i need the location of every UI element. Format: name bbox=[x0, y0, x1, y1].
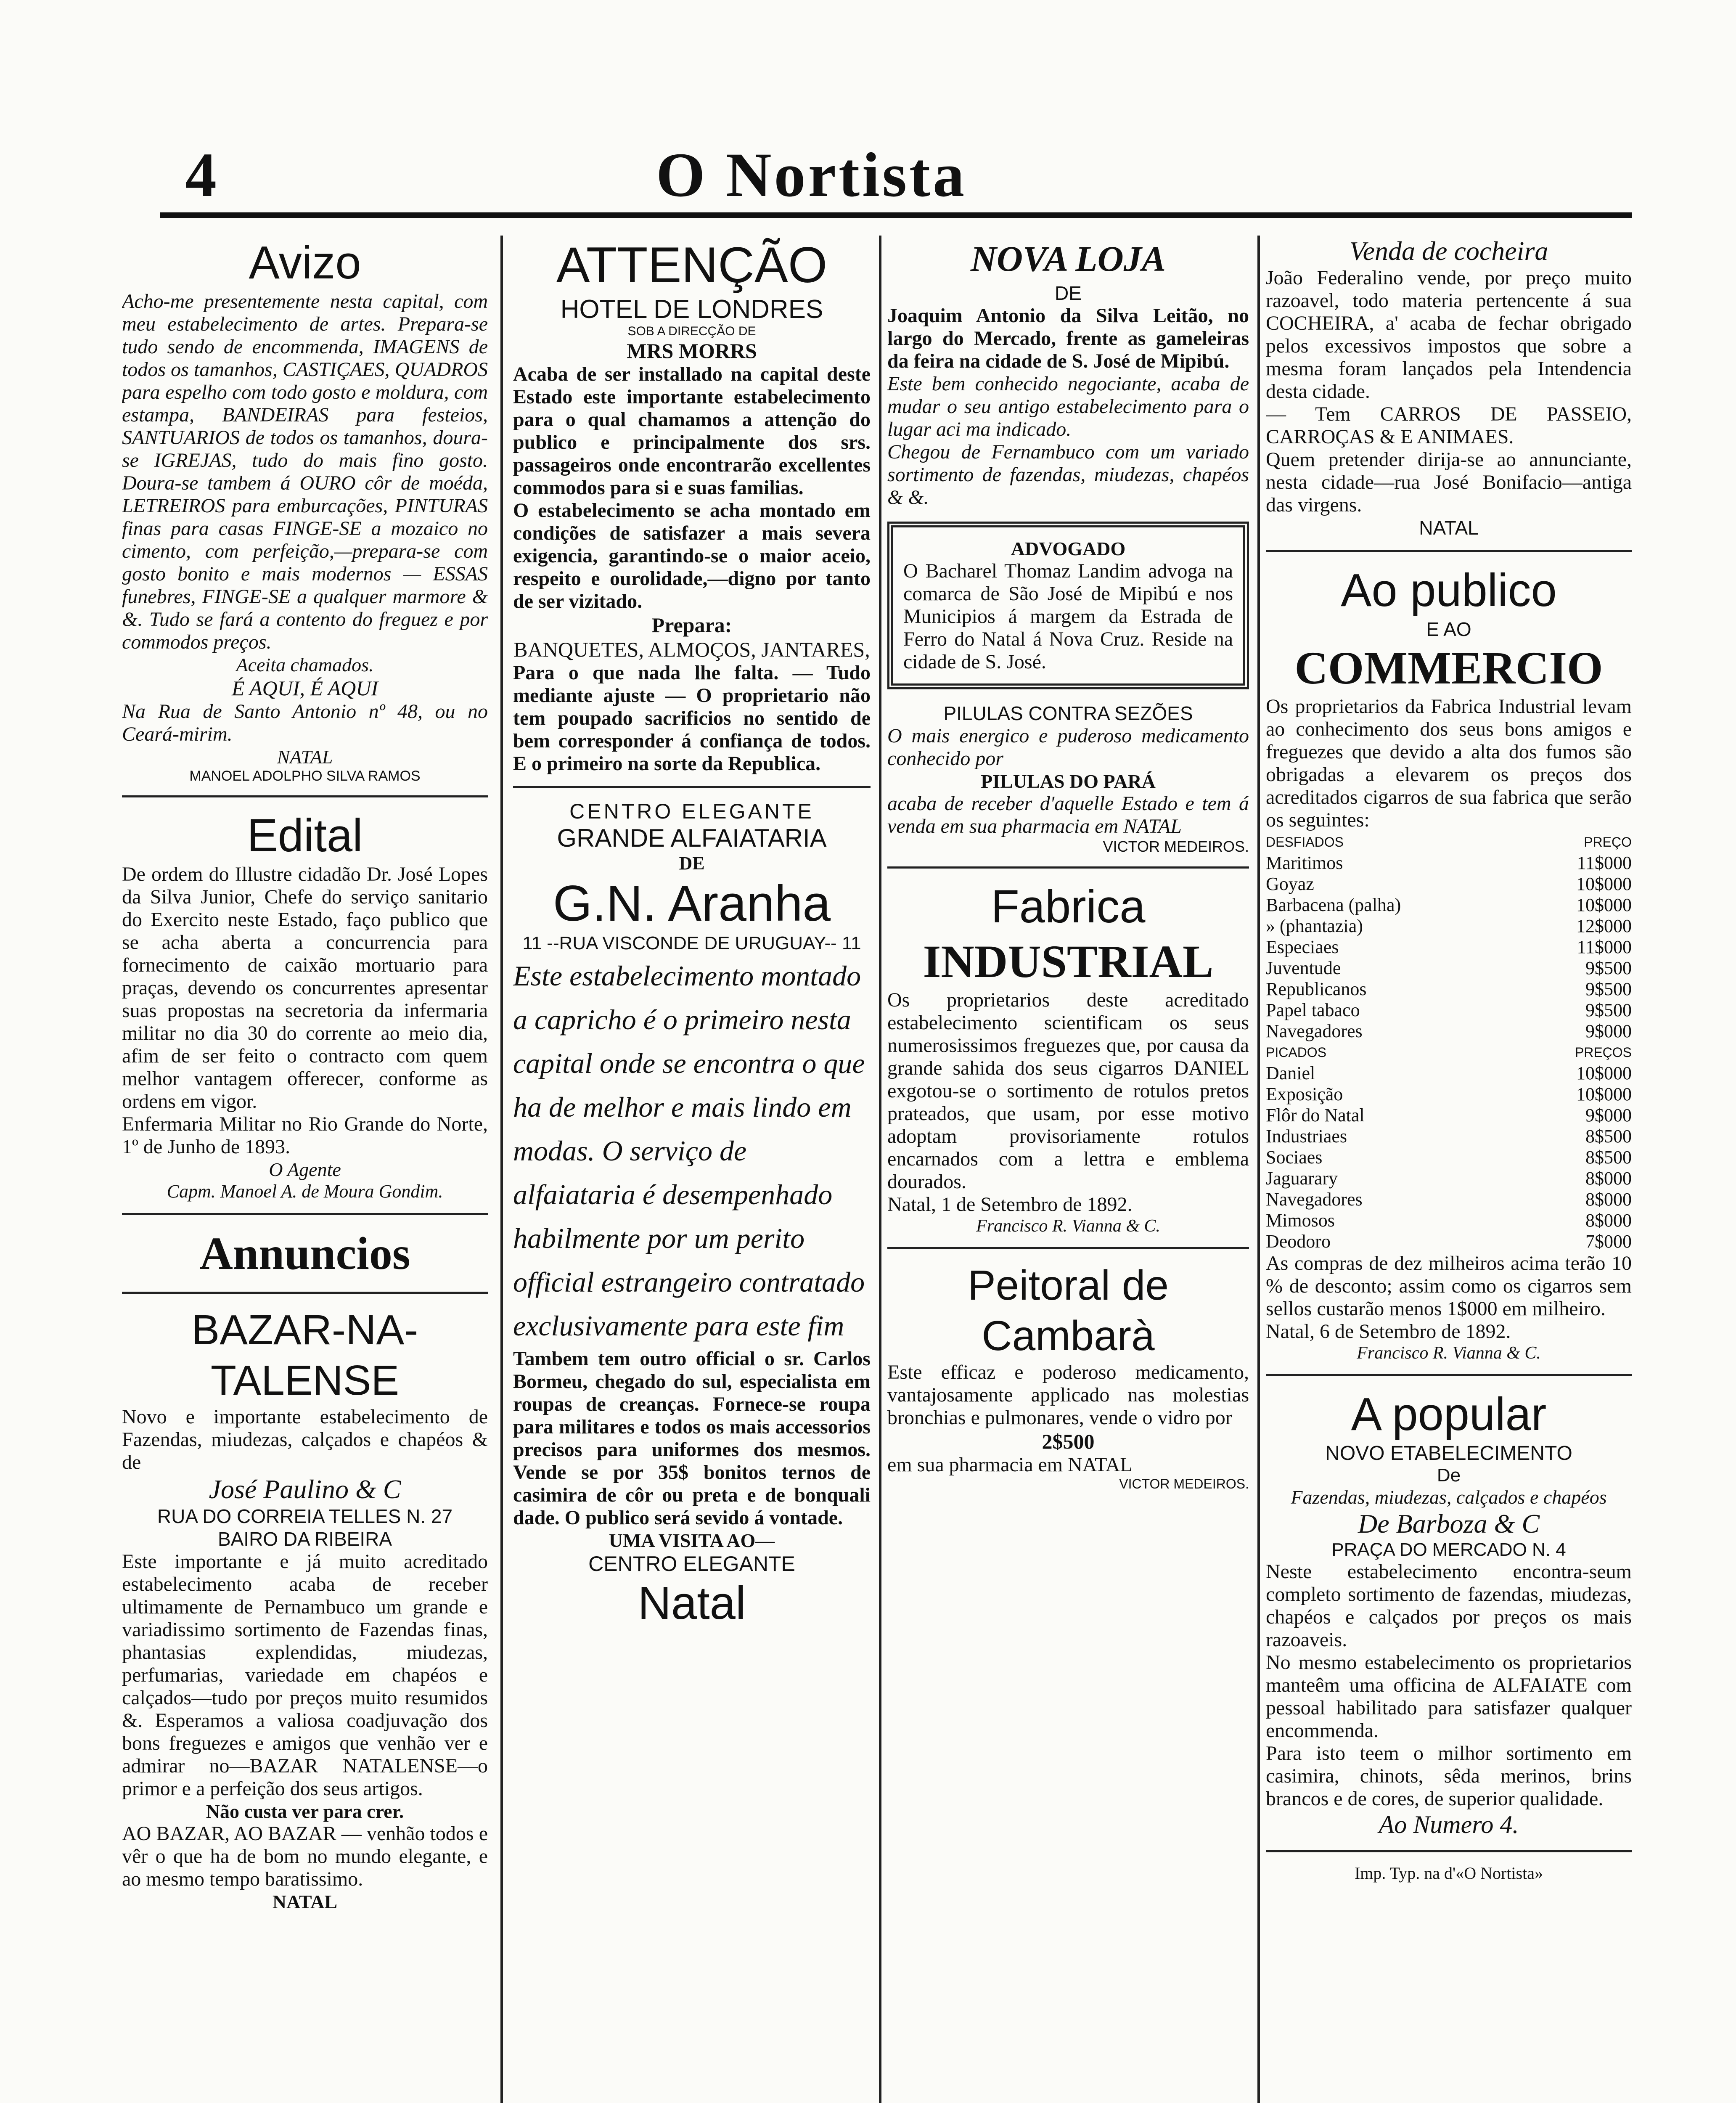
price-item-value: 9$500 bbox=[1585, 958, 1632, 978]
newspaper-title: O Nortista bbox=[656, 140, 967, 210]
popular-body: Neste estabelecimento encontra-seum completo sortimento de fazendas, miudezas, chapéos e calçados por preços os mais razoaveis. bbox=[1266, 1560, 1632, 1651]
price-row bbox=[1266, 1189, 1632, 1210]
column-rule bbox=[500, 236, 503, 2103]
nova-loja-heading: NOVA LOJA bbox=[970, 238, 1166, 279]
fabrica-signature: Francisco R. Vianna & C. bbox=[976, 1216, 1160, 1236]
popular-body-2: No mesmo estabelecimento os proprietarios manteêm uma officina de ALFAIATE com pessoal habilitado para satisfazer qualquer encommenda. bbox=[1266, 1651, 1632, 1742]
price-row bbox=[1266, 1126, 1632, 1147]
publico-e-ao: E AO bbox=[1426, 618, 1471, 640]
masthead-rule bbox=[160, 212, 1632, 218]
bazar-body: Este importante e já muito acreditado estabelecimento acaba de receber ultimamente de Pernambuco um grande e variadissimo sortimento de Fazendas finas, phantasias explendidas, miudezas, perfumarias, variedade em chapéos e calçados—tudo por preços muito resumidos &. Esperamos a valiosa coadjuvação dos bons freguezes e amigos que venhão ver e admirar no—BAZAR NATALENSE—o primor e a perfeição dos seus artigos. bbox=[122, 1550, 488, 1800]
price-row bbox=[1266, 979, 1632, 1000]
price-item-name: Mimosos bbox=[1266, 1210, 1335, 1231]
desfiados-header: DESFIADOS PREÇO bbox=[1266, 834, 1632, 850]
annuncios-heading: Annuncios bbox=[199, 1228, 410, 1279]
venda-city: NATAL bbox=[1419, 517, 1479, 539]
masthead bbox=[160, 139, 1632, 223]
bazar-title: BAZAR-NA-TALENSE bbox=[191, 1306, 418, 1404]
price-item-name: Jaguarary bbox=[1266, 1168, 1338, 1189]
column-1 bbox=[122, 236, 488, 2103]
popular-heading: A popular bbox=[1351, 1388, 1547, 1440]
price-row bbox=[1266, 874, 1632, 895]
price-item-value: 7$000 bbox=[1585, 1231, 1632, 1252]
aviso-title: Avizo bbox=[249, 237, 361, 289]
divider bbox=[122, 1292, 488, 1294]
price-row bbox=[1266, 1210, 1632, 1231]
nova-loja-owner: Joaquim Antonio da Silva Leitão, no largo do Mercado, frente as gameleiras da feira na cidade de S. José de Mipibú. bbox=[887, 305, 1249, 372]
advogado-box bbox=[887, 522, 1249, 689]
bazar-owner: José Paulino & C bbox=[209, 1474, 401, 1504]
hotel-name: HOTEL DE LONDRES bbox=[560, 295, 823, 324]
price-item-name: Maritimos bbox=[1266, 853, 1343, 873]
bazar-intro: Novo e importante estabelecimento de Fazendas, miudezas, calçados e chapéos & de bbox=[122, 1406, 488, 1473]
hotel-body-2: O estabelecimento se acha montado em condições de satisfazer a mais severa exigencia, garantindo-se o maior aceio, respeito e ourolidade,—digno por tanto de ser vizitado. bbox=[513, 499, 871, 612]
price-item-value: 9$000 bbox=[1585, 1021, 1632, 1041]
popular-de: De bbox=[1437, 1465, 1461, 1486]
price-item-value: 8$000 bbox=[1585, 1189, 1632, 1210]
price-item-value: 8$500 bbox=[1585, 1126, 1632, 1147]
price-item-name: Goyaz bbox=[1266, 874, 1314, 894]
price-item-value: 10$000 bbox=[1576, 895, 1632, 915]
hotel-prepara-items: BANQUETES, ALMOÇOS, JANTARES, bbox=[513, 638, 870, 661]
column-2 bbox=[513, 236, 871, 2103]
edital-date: Enfermaria Militar no Rio Grande do Norte, 1º de Junho de 1893. bbox=[122, 1113, 488, 1158]
divider bbox=[1266, 550, 1632, 552]
price-row bbox=[1266, 895, 1632, 916]
fabrica-body: Os proprietarios deste acreditado estabelecimento scientificam os seus numerosissimos freguezes que, por causa da grande sahida dos seus cigarros DANIEL exgotou-se o sortimento de rotulos pretos prateados, que usam, por esse motivo adoptam provisoriamente rotulos encarnados com a lettra e emblema dourados. bbox=[887, 989, 1249, 1193]
price-row bbox=[1266, 1168, 1632, 1189]
edital-signature: Capm. Manoel A. de Moura Gondim. bbox=[167, 1181, 443, 1202]
publico-heading: Ao publico bbox=[1341, 564, 1557, 616]
commercio-body: Os proprietarios da Fabrica Industrial levam ao conhecimento dos seus bons amigos e freguezes que devido a alta dos fumos são obrigadas a elevarem os preços dos acreditados cigarros de sua fabrica que serão os seguintes: bbox=[1266, 695, 1632, 831]
divider bbox=[1266, 1374, 1632, 1376]
peitoral-body: Este efficaz e poderoso medicamento, vantajosamente applicado nas molestias bronchias e pulmonares, vende o vidro por bbox=[887, 1361, 1249, 1429]
aviso-here: É AQUI, É AQUI bbox=[231, 676, 378, 700]
price-item-value: 8$000 bbox=[1585, 1168, 1632, 1189]
price-item-name: Exposição bbox=[1266, 1084, 1343, 1104]
price-item-value: 11$000 bbox=[1577, 853, 1632, 873]
price-row bbox=[1266, 1231, 1632, 1252]
pilulas-body: O mais energico e puderoso medicamento conhecido por bbox=[887, 725, 1249, 770]
alfaiataria: GRANDE ALFAIATARIA bbox=[557, 824, 827, 852]
popular-owner: De Barboza & C bbox=[1358, 1509, 1540, 1539]
price-item-name: Sociaes bbox=[1266, 1147, 1323, 1168]
fabrica-heading: Fabrica bbox=[991, 881, 1146, 932]
price-item-name: Barbacena (palha) bbox=[1266, 895, 1401, 915]
aranha-name: G.N. Aranha bbox=[553, 875, 831, 932]
commercio-heading: COMMERCIO bbox=[1294, 642, 1603, 694]
price-row bbox=[1266, 916, 1632, 937]
commercio-signature: Francisco R. Vianna & C. bbox=[1357, 1343, 1541, 1363]
price-row bbox=[1266, 1000, 1632, 1021]
edital-title: Edital bbox=[247, 810, 363, 861]
nova-loja-body: Este bem conhecido negociante, acaba de mudar o seu antigo estabelecimento para o lugar aci ma indicado. bbox=[887, 373, 1249, 440]
visita: UMA VISITA AO— bbox=[609, 1530, 775, 1551]
price-item-name: Navegadores bbox=[1266, 1021, 1363, 1041]
edital-body: De ordem do Illustre cidadão Dr. José Lopes da Silva Junior, Chefe do serviço sanitario do Exercito neste Estado, faço publico que se acha aberta a concurrencia para fornecimento de caixão mortuario para praças, devendo os concurrentes apresentar suas propostas na secretoria da infermaria militar no dia 30 do corrente ao meio dia, afim de ser feito o contracto com quem melhor vantagem offerecer, conforme as ordens em vigor. bbox=[122, 863, 488, 1112]
advogado-heading: ADVOGADO bbox=[1011, 538, 1126, 559]
hotel-body-3: Para o que nada lhe falta. — Tudo mediante ajuste — O proprietario não tem poupado sacrificios no sentido de bem corresponder á confiança de todos. E o primeiro na sorte da Republica. bbox=[513, 662, 871, 775]
venda-body-3: Quem pretender dirija-se ao annunciante, nesta cidade—rua José Bonifacio—antiga das virgens. bbox=[1266, 448, 1632, 516]
divider bbox=[122, 1213, 488, 1215]
peitoral-where: em sua pharmacia em NATAL bbox=[887, 1454, 1133, 1476]
price-item-name: Navegadores bbox=[1266, 1189, 1363, 1210]
price-item-name: Republicanos bbox=[1266, 979, 1367, 999]
aranha-script-body: Este estabelecimento montado a capricho é o primeiro nesta capital onde se encontra o que ha de melhor e mais lindo em modas. O serviço de alfaiataria é desempenhado habilmente por um perito official estrangeiro contratado exclusivamente para este fim bbox=[513, 960, 865, 1342]
hotel-body: Acaba de ser installado na capital deste Estado este importante estabelecimento para o qual chamamos a attenção do publico e principalmente dos srs. passageiros onde encontrarão excellentes commodos para si e suas familias. bbox=[513, 363, 871, 499]
aviso-signature: MANOEL ADOLPHO SILVA RAMOS bbox=[189, 768, 421, 784]
aranha-address: 11 --RUA VISCONDE DE URUGUAY-- 11 bbox=[522, 933, 861, 954]
hotel-direction: SOB A DIRECÇÃO DE bbox=[627, 324, 756, 338]
aviso-accept: Aceita chamados. bbox=[236, 654, 374, 675]
peitoral-heading: Peitoral de Cambarà bbox=[967, 1262, 1169, 1359]
centro-heading: CENTRO ELEGANTE bbox=[569, 800, 814, 823]
bazar-close: AO BAZAR, AO BAZAR — venhão todos e vêr o que ha de bom no mundo elegante, e ao mesmo tempo baratissimo. bbox=[122, 1822, 488, 1890]
price-row bbox=[1266, 937, 1632, 958]
aranha-body: Tambem tem outro official o sr. Carlos Bormeu, chegado do sul, especialista em roupas de creanças. Fornece-se roupa para militares e todos os mais accessorios precisos para uniformes dos mesmos. Vende se por 35$ bonitos ternos de casimira de côr ou preta e de bonquali dade. O publico será sevido á vontade. bbox=[513, 1348, 871, 1529]
natal-footer: Natal bbox=[638, 1577, 746, 1629]
popular-novo: NOVO ETABELECIMENTO bbox=[1325, 1442, 1572, 1465]
popular-signature: Ao Numero 4. bbox=[1379, 1811, 1519, 1838]
column-rule bbox=[879, 236, 881, 2103]
industrial-heading: INDUSTRIAL bbox=[923, 936, 1214, 987]
hotel-prepara: Prepara: bbox=[651, 613, 732, 637]
venda-body-2: — Tem CARROS DE PASSEIO, CARROÇAS & E ANIMAES. bbox=[1266, 403, 1632, 448]
price-item-name: Juventude bbox=[1266, 958, 1341, 978]
advogado-body: O Bacharel Thomaz Landim advoga na comarca de São José de Mipibú e nos Municipios á margem da Estrada de Ferro do Natal á Nova Cruz. Reside na cidade de S. José. bbox=[903, 560, 1233, 673]
hotel-director: MRS MORRS bbox=[627, 339, 757, 363]
popular-body-3: Para isto teem o milhor sortimento em casimira, chinots, sêda merinos, brins brancos e de cores, de superior qualidade. bbox=[1266, 1742, 1632, 1810]
pilulas-heading: PILULAS CONTRA SEZÕES bbox=[943, 702, 1193, 724]
centro-elegante-2: CENTRO ELEGANTE bbox=[588, 1552, 795, 1576]
pilulas-signature: VICTOR MEDEIROS. bbox=[1103, 838, 1249, 855]
price-item-name: Industriaes bbox=[1266, 1126, 1347, 1147]
price-row bbox=[1266, 1147, 1632, 1168]
aviso-city: NATAL bbox=[277, 746, 333, 768]
price-item-name: Daniel bbox=[1266, 1063, 1315, 1083]
divider bbox=[1266, 1850, 1632, 1852]
bazar-district: BAIRO DA RIBEIRA bbox=[217, 1528, 392, 1550]
price-item-value: 10$000 bbox=[1576, 874, 1632, 894]
bazar-city: NATAL bbox=[272, 1891, 338, 1912]
nova-loja-de: DE bbox=[1055, 282, 1082, 304]
commercio-date: Natal, 6 de Setembro de 1892. bbox=[1266, 1320, 1511, 1343]
price-row bbox=[1266, 1105, 1632, 1126]
price-item-name: » (phantazia) bbox=[1266, 916, 1363, 936]
nova-loja-body-2: Chegou de Fernambuco com um variado sortimento de fazendas, miudezas, chapéos & &. bbox=[887, 441, 1249, 509]
peitoral-signature: VICTOR MEDEIROS. bbox=[1119, 1476, 1249, 1491]
attencao-heading: ATTENÇÃO bbox=[556, 237, 828, 293]
divider bbox=[887, 1247, 1249, 1249]
price-item-name: Flôr do Natal bbox=[1266, 1105, 1365, 1126]
divider bbox=[122, 795, 488, 797]
divider bbox=[887, 866, 1249, 869]
price-item-name: Especiaes bbox=[1266, 937, 1339, 957]
price-item-name: Deodoro bbox=[1266, 1231, 1331, 1252]
popular-praca: PRAÇA DO MERCADO N. 4 bbox=[1331, 1539, 1566, 1560]
column-3 bbox=[887, 236, 1249, 2103]
pilulas-body-2: acaba de receber d'aquelle Estado e tem á venda em sua pharmacia em NATAL bbox=[887, 792, 1249, 837]
price-item-value: 12$000 bbox=[1576, 916, 1632, 936]
bazar-slogan: Não custa ver para crer. bbox=[206, 1801, 404, 1822]
price-item-value: 8$000 bbox=[1585, 1210, 1632, 1231]
picados-header: PICADOS PREÇOS bbox=[1266, 1045, 1632, 1060]
price-item-value: 8$500 bbox=[1585, 1147, 1632, 1168]
fabrica-date: Natal, 1 de Setembro de 1892. bbox=[887, 1193, 1133, 1216]
page-number: 4 bbox=[185, 140, 217, 210]
imprint: Imp. Typ. na d'«O Nortista» bbox=[1354, 1864, 1543, 1883]
venda-heading: Venda de cocheira bbox=[1349, 236, 1548, 266]
desfiados-price-list bbox=[1266, 853, 1632, 1042]
aviso-body: Acho-me presentemente nesta capital, com meu estabelecimento de artes. Prepara-se tudo sendo de encommenda, IMAGENS de todos os tamanhos, CASTIÇAES, QUADROS para espelho com todo gosto e moldura, com estampa, BANDEIRAS para festeios, SANTUARIOS de todos os tamanhos, doura-se IGREJAS, tudo do mais fino gosto. Doura-se tambem á OURO côr de moéda, LETREIROS para emburcações, PINTURAS finas para casas FINGE-SE a mozaico no cimento, com perfeição,—prepara-se com gosto bonito e mais modernos — ESSAS funebres, FINGE-SE a qualquer marmore & &. Tudo se fará a contento do freguez e por commodos preços. bbox=[122, 290, 488, 653]
price-item-value: 10$000 bbox=[1576, 1063, 1632, 1083]
column-rule bbox=[1257, 236, 1260, 2103]
column-4 bbox=[1266, 236, 1632, 2103]
price-item-value: 10$000 bbox=[1576, 1084, 1632, 1104]
price-row bbox=[1266, 1063, 1632, 1084]
venda-body: João Federalino vende, por preço muito razoavel, todo materia pertencente á sua COCHEIRA, a' acaba de fechar obrigado pelos excessivos impostos que sobre a mesma foram lançados pela Intendencia desta cidade. bbox=[1266, 267, 1632, 403]
price-item-value: 9$000 bbox=[1585, 1105, 1632, 1126]
price-row bbox=[1266, 1021, 1632, 1042]
alfaiataria-de: DE bbox=[679, 853, 705, 874]
edital-agent: O Agente bbox=[269, 1159, 341, 1180]
picados-price-list bbox=[1266, 1063, 1632, 1252]
price-row bbox=[1266, 1084, 1632, 1105]
aviso-address: Na Rua de Santo Antonio nº 48, ou no Ceará-mirim. bbox=[122, 700, 488, 745]
commercio-note: As compras de dez milheiros acima terão 10 % de desconto; assim como os cigarros sem sellos custarão menos 1$000 em milheiro. bbox=[1266, 1252, 1632, 1320]
price-item-value: 9$500 bbox=[1585, 979, 1632, 999]
popular-items: Fazendas, miudezas, calçados e chapéos bbox=[1291, 1486, 1607, 1508]
peitoral-price: 2$500 bbox=[1042, 1430, 1095, 1453]
price-row bbox=[1266, 853, 1632, 874]
price-item-value: 11$000 bbox=[1577, 937, 1632, 957]
price-row bbox=[1266, 958, 1632, 979]
pilulas-name: PILULAS DO PARÁ bbox=[981, 771, 1156, 792]
divider bbox=[513, 786, 871, 788]
price-item-name: Papel tabaco bbox=[1266, 1000, 1360, 1020]
bazar-street: RUA DO CORREIA TELLES N. 27 bbox=[157, 1505, 453, 1527]
price-item-value: 9$500 bbox=[1585, 1000, 1632, 1020]
